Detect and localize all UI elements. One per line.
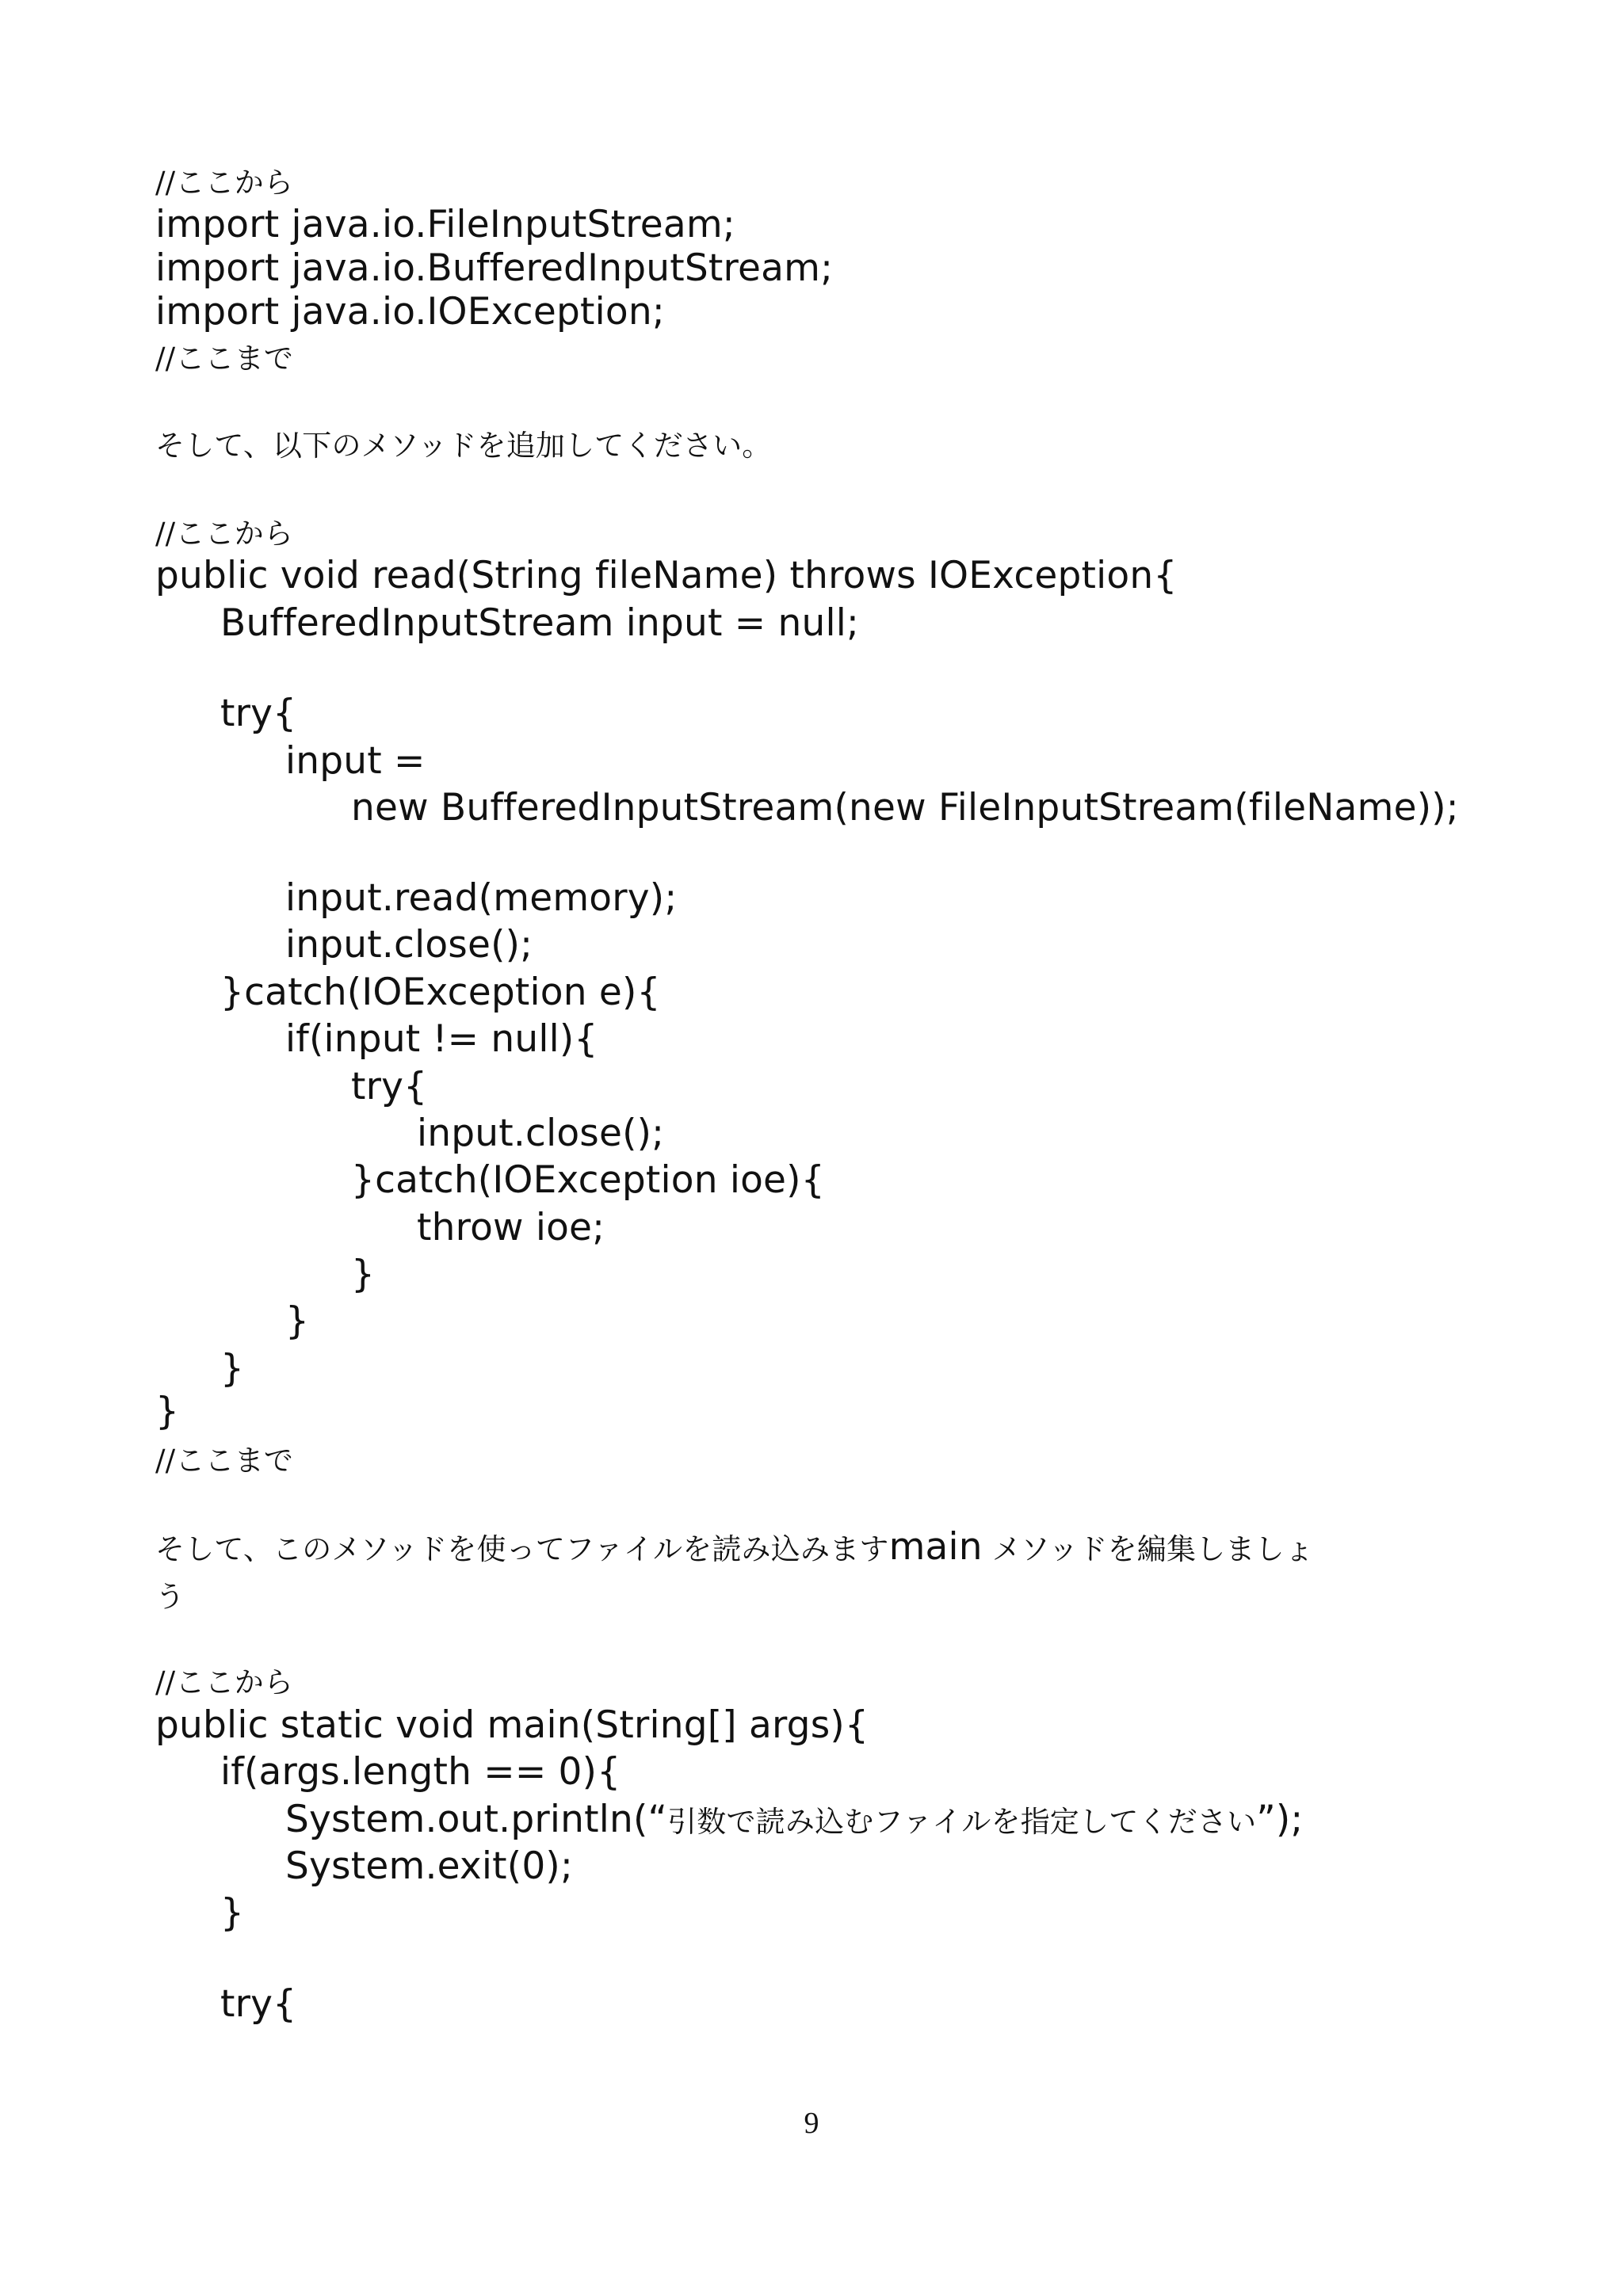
- code-line: }: [220, 1891, 245, 1935]
- code-line: import java.io.BufferedInputStream;: [155, 246, 834, 290]
- instruction-paragraph: [155, 1527, 1314, 1570]
- code-string: 引数で読み込むファイルを指定してください: [667, 1805, 1257, 1839]
- code-line: }: [351, 1253, 376, 1296]
- comment-end: //ここまで: [155, 341, 294, 376]
- comment-start: //ここから: [155, 517, 294, 551]
- code-line: }: [285, 1299, 310, 1343]
- code-line: import java.io.FileInputStream;: [155, 203, 735, 246]
- paragraph-text: メソッドを編集しましょ: [991, 1532, 1315, 1566]
- code-line: input.read(memory);: [285, 876, 678, 920]
- code-line: BufferedInputStream input = null;: [220, 601, 860, 645]
- code-line: System.exit(0);: [285, 1844, 574, 1888]
- code-line: input.close();: [285, 923, 533, 967]
- paragraph-wrap: う: [155, 1580, 185, 1614]
- comment-start: //ここから: [155, 1665, 294, 1699]
- instruction-paragraph: そして、以下のメソッドを追加してください。: [155, 429, 772, 463]
- code-line: input.close();: [417, 1112, 665, 1155]
- main-keyword: main: [888, 1525, 983, 1569]
- code-text: ”);: [1256, 1798, 1304, 1841]
- code-line: try{: [351, 1065, 428, 1108]
- comment-end: //ここまで: [155, 1444, 294, 1478]
- page-number: 9: [804, 2107, 819, 2140]
- code-line: new BufferedInputStream(new FileInputStream(fileName));: [351, 786, 1459, 830]
- comment-start: //ここから: [155, 166, 294, 200]
- code-line: public void read(String fileName) throws IOException{: [155, 554, 1178, 597]
- code-line: public static void main(String[] args){: [155, 1703, 869, 1747]
- code-line: import java.io.IOException;: [155, 290, 665, 334]
- paragraph-text: [983, 1532, 992, 1566]
- code-line: }: [155, 1390, 180, 1433]
- code-line: try{: [220, 692, 297, 735]
- code-line: }catch(IOException ioe){: [351, 1158, 825, 1202]
- code-line: [285, 1796, 1303, 1846]
- code-line: try{: [220, 1982, 297, 2026]
- code-text: System.out.println(“: [285, 1798, 668, 1841]
- code-line: }: [220, 1347, 245, 1390]
- code-line: input =: [285, 739, 426, 783]
- code-line: if(args.length == 0){: [220, 1750, 621, 1794]
- paragraph-text: そして、このメソッドを使ってファイルを読み込みます: [155, 1532, 889, 1566]
- code-line: }catch(IOException e){: [220, 971, 661, 1014]
- code-line: throw ioe;: [417, 1206, 605, 1249]
- code-line: if(input != null){: [285, 1017, 598, 1061]
